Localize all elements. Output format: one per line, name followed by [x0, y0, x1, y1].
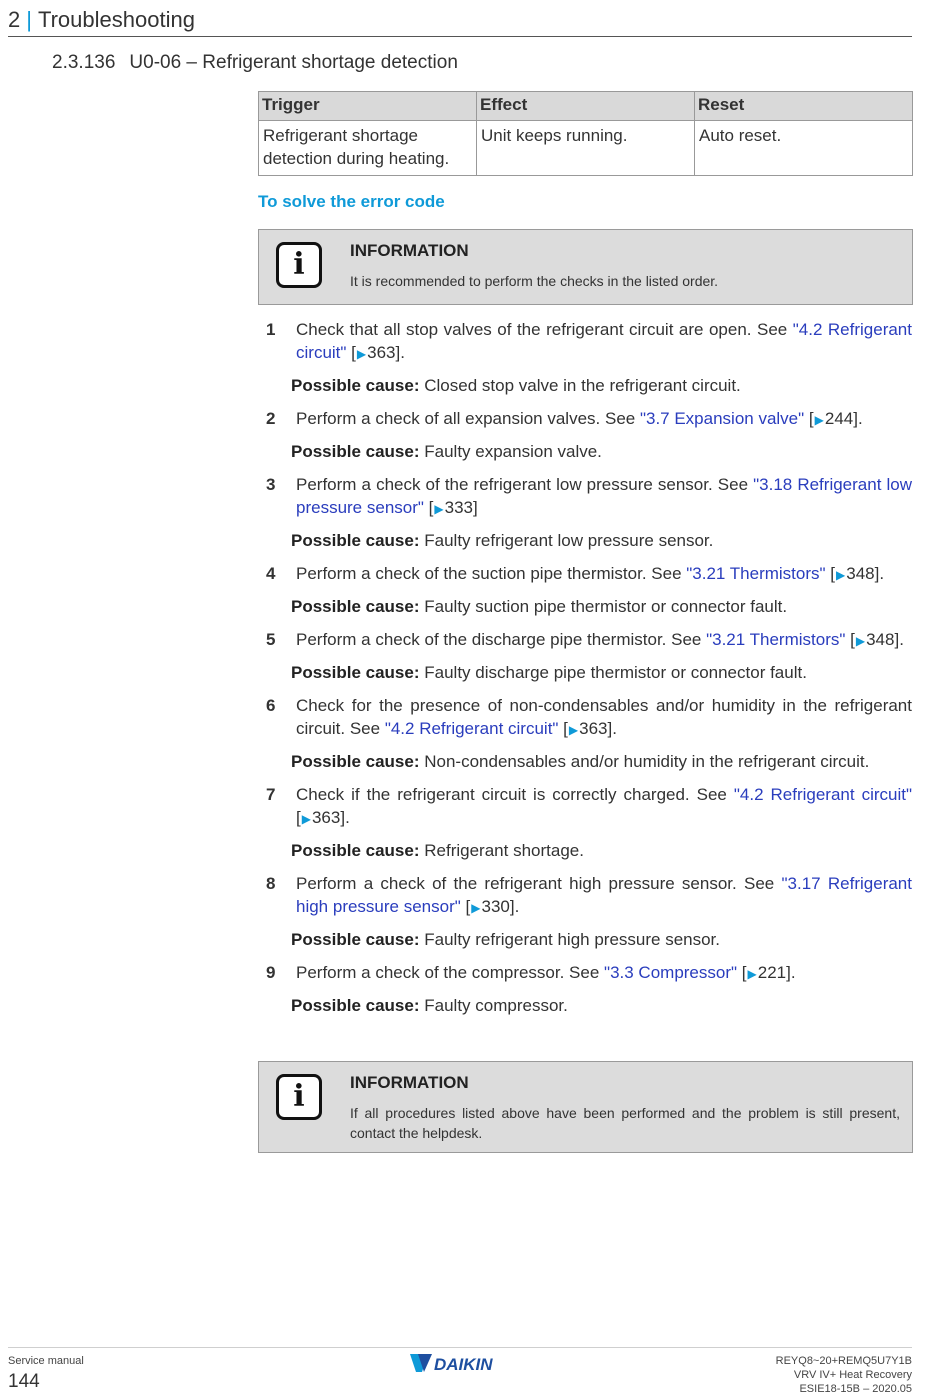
- table-header-cell: Effect: [477, 92, 695, 121]
- table-header-cell: Reset: [695, 92, 913, 121]
- page-reference: 363]: [311, 808, 346, 827]
- step-instruction: Check for the presence of non-condensables and/or humidity in the refrigerant circuit. See: [296, 696, 912, 738]
- page-arrow-icon: ▶: [356, 347, 367, 361]
- page-arrow-icon: ▶: [747, 967, 757, 981]
- possible-cause-label: Possible cause:: [291, 442, 420, 461]
- step-instruction: Perform a check of the refrigerant low pressure sensor. See: [296, 475, 754, 494]
- page-reference: 333]: [444, 498, 478, 517]
- possible-cause-label: Possible cause:: [291, 663, 420, 682]
- possible-cause-text: Refrigerant shortage.: [424, 841, 584, 860]
- possible-cause-text: Faulty expansion valve.: [424, 442, 602, 461]
- page-arrow-icon: ▶: [568, 723, 579, 737]
- possible-cause-text: Closed stop valve in the refrigerant circuit.: [424, 376, 741, 395]
- page-arrow-icon: ▶: [434, 502, 444, 516]
- possible-cause-label: Possible cause:: [291, 376, 420, 395]
- page-reference: 348]: [866, 630, 900, 649]
- step-number: 7: [266, 785, 276, 804]
- information-text: If all procedures listed above have been performed and the problem is still present, contact the helpdesk.: [350, 1105, 900, 1141]
- cross-reference-link[interactable]: "3.7 Expansion valve": [639, 409, 805, 428]
- step-number: 1: [266, 320, 276, 339]
- possible-cause-text: Non-condensables and/or humidity in the refrigerant circuit.: [424, 752, 870, 771]
- daikin-logo: [408, 1352, 514, 1374]
- step-text: Perform a check of the suction pipe thermistor. See "3.21 Thermistors" [▶348].: [296, 564, 885, 583]
- possible-cause: [291, 595, 912, 618]
- possible-cause-text: Faulty refrigerant low pressure sensor.: [424, 531, 714, 550]
- possible-cause-label: Possible cause:: [291, 531, 420, 550]
- information-title: INFORMATION: [350, 1073, 469, 1092]
- table-header-row: [259, 92, 913, 121]
- information-icon: i: [276, 1074, 322, 1120]
- step-text: Check if the refrigerant circuit is correctly charged. See "4.2 Refrigerant circuit" [▶363].: [296, 785, 912, 827]
- list-item: [258, 694, 912, 773]
- information-icon: i: [276, 242, 322, 288]
- cross-reference-link[interactable]: "4.2 Refrigerant circuit": [296, 320, 912, 362]
- list-item: [258, 872, 912, 951]
- step-text: Check for the presence of non-condensables and/or humidity in the refrigerant circuit. See "4.2 Refrigerant circuit" [▶363].: [296, 696, 912, 738]
- page-header: [8, 4, 912, 37]
- cross-reference-link[interactable]: "3.21 Thermistors": [706, 630, 846, 649]
- section-title-text: U0-06 – Refrigerant shortage detection: [129, 52, 458, 73]
- solve-heading: To solve the error code: [258, 192, 445, 211]
- step-number: 3: [266, 475, 276, 494]
- cross-reference-link[interactable]: "3.21 Thermistors": [686, 564, 826, 583]
- list-item: [258, 473, 912, 552]
- possible-cause: [291, 529, 912, 552]
- list-item: [258, 628, 912, 684]
- possible-cause: [291, 374, 912, 397]
- possible-cause-text: Faulty refrigerant high pressure sensor.: [424, 930, 721, 949]
- list-item: [258, 961, 912, 1017]
- step-text: Perform a check of the refrigerant high pressure sensor. See "3.17 Refrigerant high pressure sensor" [▶330].: [296, 874, 912, 916]
- information-box: [258, 1061, 913, 1153]
- table-cell: Auto reset.: [695, 121, 913, 176]
- step-terminator: .: [879, 564, 885, 583]
- cross-reference-link[interactable]: "3.3 Compressor": [604, 963, 738, 982]
- page-reference: 221]: [757, 963, 791, 982]
- possible-cause-label: Possible cause:: [291, 930, 420, 949]
- possible-cause: [291, 839, 912, 862]
- footer-model: REYQ8~20+REMQ5U7Y1B: [775, 1355, 912, 1367]
- page-arrow-icon: ▶: [471, 901, 481, 915]
- page-reference: 330]: [481, 897, 515, 916]
- step-number: 8: [266, 874, 276, 893]
- possible-cause: [291, 928, 912, 951]
- chapter-title: Troubleshooting: [37, 7, 195, 32]
- step-terminator: .: [514, 897, 520, 916]
- table-cell: Unit keeps running.: [477, 121, 695, 176]
- header-separator: |: [26, 7, 32, 32]
- step-terminator: .: [345, 808, 350, 827]
- table-cell: Refrigerant shortage detection during heating.: [259, 121, 477, 176]
- step-text: Check that all stop valves of the refrigerant circuit are open. See "4.2 Refrigerant circuit" [▶363].: [296, 320, 912, 362]
- step-instruction: Check that all stop valves of the refrigerant circuit are open. See: [296, 320, 793, 339]
- step-terminator: .: [790, 963, 796, 982]
- possible-cause: [291, 750, 912, 773]
- step-instruction: Perform a check of the refrigerant high pressure sensor. See: [296, 874, 782, 893]
- page-arrow-icon: ▶: [301, 812, 311, 826]
- information-box: [258, 229, 913, 305]
- step-instruction: Check if the refrigerant circuit is correctly charged. See: [296, 785, 734, 804]
- list-item: [258, 318, 912, 397]
- list-item: [258, 783, 912, 862]
- step-number: 6: [266, 696, 276, 715]
- table-header-cell: Trigger: [259, 92, 477, 121]
- step-text: Perform a check of the discharge pipe thermistor. See "3.21 Thermistors" [▶348].: [296, 630, 904, 649]
- step-number: 2: [266, 409, 276, 428]
- page-arrow-icon: ▶: [836, 568, 846, 582]
- step-text: Perform a check of the compressor. See "3.3 Compressor" [▶221].: [296, 963, 796, 982]
- list-item: [258, 562, 912, 618]
- list-item: [258, 407, 912, 463]
- cross-reference-link[interactable]: "3.17 Refrigerant high pressure sensor": [296, 874, 912, 916]
- footer-doc-id: ESIE18-15B – 2020.05: [799, 1383, 912, 1395]
- step-text: Perform a check of all expansion valves. See "3.7 Expansion valve" [▶244].: [296, 409, 863, 428]
- error-table: [258, 91, 913, 176]
- step-instruction: Perform a check of all expansion valves. See: [296, 409, 640, 428]
- cross-reference-link[interactable]: "4.2 Refrigerant circuit": [733, 785, 912, 804]
- chapter-number: 2: [8, 7, 21, 32]
- step-number: 5: [266, 630, 276, 649]
- possible-cause-text: Faulty discharge pipe thermistor or connector fault.: [424, 663, 807, 682]
- step-instruction: Perform a check of the compressor. See: [296, 963, 605, 982]
- cross-reference-link[interactable]: "3.18 Refrigerant low pressure sensor": [296, 475, 913, 517]
- page-arrow-icon: ▶: [814, 413, 824, 427]
- possible-cause: [291, 661, 912, 684]
- step-instruction: Perform a check of the discharge pipe thermistor. See: [296, 630, 707, 649]
- information-text: It is recommended to perform the checks in the listed order.: [350, 273, 719, 289]
- possible-cause: [291, 994, 912, 1017]
- table-row: [259, 121, 913, 176]
- information-title: INFORMATION: [350, 241, 469, 260]
- step-terminator: .: [612, 719, 617, 738]
- step-instruction: Perform a check of the suction pipe thermistor. See: [296, 564, 687, 583]
- step-terminator: .: [857, 409, 863, 428]
- logo-text: DAIKIN: [434, 1355, 493, 1374]
- section-number: 2.3.136: [52, 52, 116, 73]
- footer-product: VRV IV+ Heat Recovery: [793, 1369, 912, 1381]
- section-title: [52, 52, 458, 74]
- footer-doc-type: Service manual: [8, 1355, 84, 1367]
- step-terminator: .: [899, 630, 904, 649]
- step-terminator: .: [400, 343, 405, 362]
- possible-cause-text: Faulty compressor.: [424, 996, 568, 1015]
- page-reference: 363]: [367, 343, 401, 362]
- steps-list: [258, 318, 912, 1017]
- page-reference: 244]: [824, 409, 858, 428]
- footer-divider: [8, 1347, 912, 1348]
- possible-cause: [291, 440, 912, 463]
- possible-cause-label: Possible cause:: [291, 841, 420, 860]
- page-arrow-icon: ▶: [855, 634, 866, 648]
- cross-reference-link[interactable]: "4.2 Refrigerant circuit": [384, 719, 559, 738]
- step-number: 9: [266, 963, 276, 982]
- footer-meta: [776, 1354, 912, 1396]
- page-reference: 348]: [846, 564, 880, 583]
- possible-cause-label: Possible cause:: [291, 752, 420, 771]
- page-number: 144: [8, 1371, 40, 1392]
- step-number: 4: [266, 564, 276, 583]
- step-text: Perform a check of the refrigerant low pressure sensor. See "3.18 Refrigerant low pressure sensor" [▶333]: [296, 475, 913, 517]
- possible-cause-label: Possible cause:: [291, 597, 420, 616]
- page-reference: 363]: [579, 719, 613, 738]
- possible-cause-label: Possible cause:: [291, 996, 420, 1015]
- possible-cause-text: Faulty suction pipe thermistor or connector fault.: [424, 597, 788, 616]
